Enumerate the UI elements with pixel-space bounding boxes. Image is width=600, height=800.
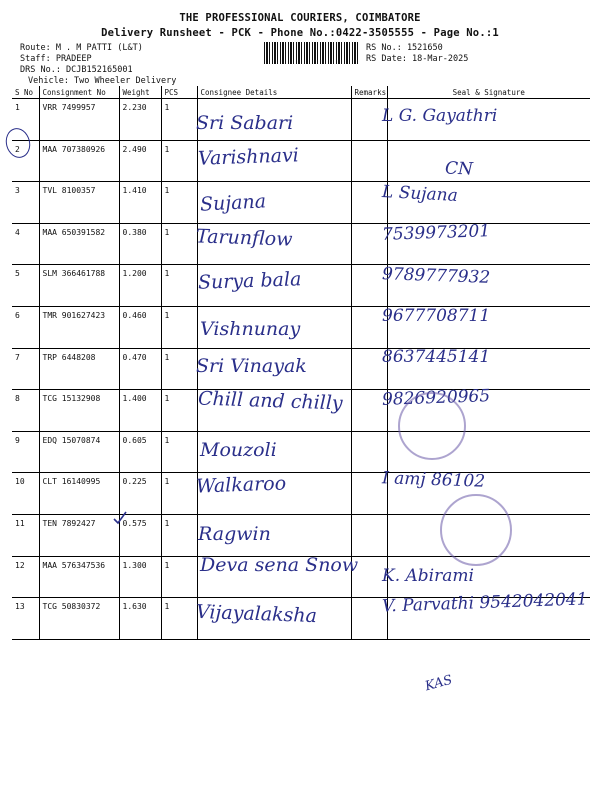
col-header-consignment: Consignment No bbox=[39, 86, 119, 99]
cell-consignment: TMR 901627423 bbox=[39, 306, 119, 348]
cell-pcs: 1 bbox=[161, 306, 197, 348]
cell-pcs: 1 bbox=[161, 514, 197, 556]
rs-date: RS Date: 18-Mar-2025 bbox=[366, 54, 469, 64]
cell-weight: 1.200 bbox=[119, 265, 161, 307]
cell-pcs: 1 bbox=[161, 598, 197, 640]
cell-pcs: 1 bbox=[161, 348, 197, 390]
cell-weight: 1.630 bbox=[119, 598, 161, 640]
handwritten-signature: L G. Gayathri bbox=[382, 106, 498, 126]
cell-sno: 9 bbox=[12, 431, 39, 473]
handwritten-signature: K. Abirami bbox=[382, 566, 474, 587]
vehicle-text: Vehicle: Two Wheeler Delivery bbox=[28, 76, 177, 86]
cell-pcs: 1 bbox=[161, 140, 197, 182]
cell-signature bbox=[387, 140, 590, 182]
handwritten-signature: V. Parvathi 9542042041 bbox=[381, 589, 588, 617]
col-header-signature: Seal & Signature bbox=[387, 86, 590, 99]
cell-pcs: 1 bbox=[161, 431, 197, 473]
seal-stamp bbox=[398, 392, 466, 460]
table-row bbox=[12, 140, 590, 182]
table-row bbox=[12, 223, 590, 265]
barcode-icon bbox=[264, 42, 360, 64]
col-header-remarks: Remarks bbox=[351, 86, 387, 99]
cell-weight: 2.230 bbox=[119, 99, 161, 141]
handwritten-signature: CN bbox=[444, 158, 474, 180]
cell-consignment: TCG 50830372 bbox=[39, 598, 119, 640]
table-row bbox=[12, 182, 590, 224]
cell-consignment: TRP 6448208 bbox=[39, 348, 119, 390]
cell-pcs: 1 bbox=[161, 473, 197, 515]
handwritten-consignee: Vijayalaksha bbox=[195, 601, 318, 628]
handwritten-signature: 9677708711 bbox=[382, 305, 491, 326]
col-header-sno: S No bbox=[12, 86, 39, 99]
handwritten-consignee: Mouzoli bbox=[200, 438, 277, 461]
cell-sno: 13 bbox=[12, 598, 39, 640]
cell-sno: 11 bbox=[12, 514, 39, 556]
handwritten-consignee: Surya bala bbox=[197, 268, 302, 295]
cell-weight: 0.605 bbox=[119, 431, 161, 473]
cell-pcs: 1 bbox=[161, 99, 197, 141]
handwritten-consignee: Sri Vinayak bbox=[196, 354, 307, 377]
handwritten-consignee: Deva sena Snow bbox=[200, 554, 359, 577]
cell-remarks bbox=[351, 514, 387, 556]
cell-pcs: 1 bbox=[161, 182, 197, 224]
handwritten-consignee: Vishnunay bbox=[200, 317, 301, 340]
handwritten-signature: 9826920965 bbox=[381, 385, 491, 410]
staff-text: Staff: PRADEEP bbox=[20, 54, 92, 64]
cell-weight: 1.410 bbox=[119, 182, 161, 224]
cell-weight: 0.575 bbox=[119, 514, 161, 556]
cell-sno: 2 bbox=[12, 140, 39, 182]
cell-sno: 5 bbox=[12, 265, 39, 307]
cell-consignment: CLT 16140995 bbox=[39, 473, 119, 515]
cell-sno: 8 bbox=[12, 390, 39, 432]
handwritten-signature: 8637445141 bbox=[382, 346, 491, 367]
handwritten-consignee: Sujana bbox=[199, 190, 267, 216]
cell-weight: 1.300 bbox=[119, 556, 161, 598]
cell-consignment: TEN 7892427 bbox=[39, 514, 119, 556]
cell-remarks bbox=[351, 140, 387, 182]
table-row bbox=[12, 431, 590, 473]
cell-weight: 2.490 bbox=[119, 140, 161, 182]
rs-number: RS No.: 1521650 bbox=[366, 43, 443, 53]
cell-consignment: TCG 15132908 bbox=[39, 390, 119, 432]
cell-pcs: 1 bbox=[161, 390, 197, 432]
cell-pcs: 1 bbox=[161, 223, 197, 265]
handwritten-consignee: Walkaroo bbox=[195, 472, 287, 498]
cell-weight: 1.400 bbox=[119, 390, 161, 432]
runsheet-title: Delivery Runsheet - PCK - Phone No.:0422-3505555 - Page No.:1 bbox=[101, 27, 499, 39]
seal-stamp bbox=[440, 494, 512, 566]
cell-consignment: MAA 650391582 bbox=[39, 223, 119, 265]
handwritten-signature: I amj 86102 bbox=[381, 468, 486, 492]
cell-consignment: EDQ 15070874 bbox=[39, 431, 119, 473]
cell-sno: 1 bbox=[12, 99, 39, 141]
cell-consignment: TVL 8100357 bbox=[39, 182, 119, 224]
col-header-pcs: PCS bbox=[161, 86, 197, 99]
cell-weight: 0.225 bbox=[119, 473, 161, 515]
cell-consignment: SLM 366461788 bbox=[39, 265, 119, 307]
cell-consignment: MAA 576347536 bbox=[39, 556, 119, 598]
handwritten-signature: 9789777932 bbox=[381, 264, 491, 289]
handwritten-consignee: Tarunflow bbox=[195, 225, 293, 251]
cell-consignment: MAA 707380926 bbox=[39, 140, 119, 182]
handwritten-signature: L Sujana bbox=[381, 182, 459, 207]
cell-sno: 4 bbox=[12, 223, 39, 265]
handwritten-consignee: Varishnavi bbox=[197, 144, 300, 170]
cell-weight: 0.380 bbox=[119, 223, 161, 265]
table-row bbox=[12, 99, 590, 141]
company-title: THE PROFESSIONAL COURIERS, COIMBATORE bbox=[179, 12, 421, 24]
handwritten-consignee: Sri Sabari bbox=[196, 112, 294, 134]
col-header-weight: Weight bbox=[119, 86, 161, 99]
drs-number: DRS No.: DCJB152165001 bbox=[20, 65, 133, 75]
route-text: Route: M . M PATTI (L&T) bbox=[20, 43, 143, 53]
cell-remarks bbox=[351, 431, 387, 473]
handwritten-consignee: Chill and chilly bbox=[197, 387, 343, 415]
cell-sno: 6 bbox=[12, 306, 39, 348]
cell-sno: 7 bbox=[12, 348, 39, 390]
cell-weight: 0.470 bbox=[119, 348, 161, 390]
cell-weight: 0.460 bbox=[119, 306, 161, 348]
cell-pcs: 1 bbox=[161, 265, 197, 307]
cell-pcs: 1 bbox=[161, 556, 197, 598]
col-header-consignee: Consignee Details bbox=[197, 86, 351, 99]
cell-sno: 10 bbox=[12, 473, 39, 515]
cell-sno: 12 bbox=[12, 556, 39, 598]
handwritten-consignee: Ragwin bbox=[198, 523, 271, 545]
handwritten-signature: 7539973201 bbox=[381, 221, 491, 246]
initials-signature: KAS bbox=[423, 672, 454, 695]
table-header-row bbox=[12, 86, 590, 99]
cell-sno: 3 bbox=[12, 182, 39, 224]
table-row bbox=[12, 306, 590, 348]
cell-consignment: VRR 7499957 bbox=[39, 99, 119, 141]
checkmark-icon bbox=[112, 510, 128, 526]
